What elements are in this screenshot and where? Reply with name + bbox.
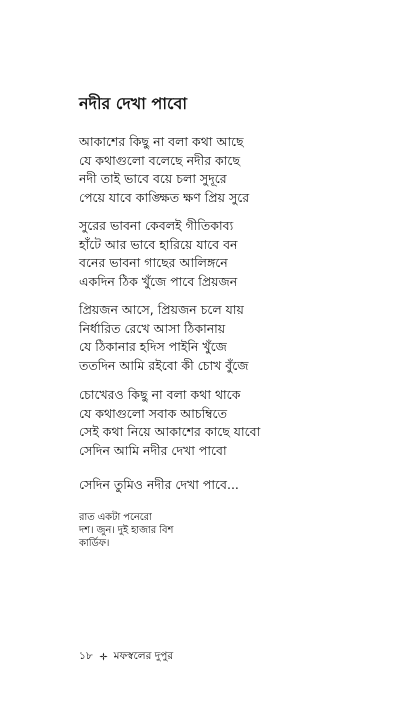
poem-line: ততদিন আমি রইবো কী চোখ বুঁজে — [79, 357, 249, 373]
poem-line: যে ঠিকানার হদিস পাইনি খুঁজে — [79, 339, 227, 355]
poem-line: আকাশের কিছু না বলা কথা আছে — [79, 134, 244, 149]
stanza-4 — [79, 386, 379, 460]
stanza-1 — [79, 133, 379, 207]
poem-line: একদিন ঠিক খুঁজে পাবে প্রিয়জন — [79, 273, 238, 289]
poem-line: বনের ভাবনা গাছের আলিঙ্গনে — [79, 255, 228, 271]
poem-line: পেয়ে যাবে কাঙ্ক্ষিত ক্ষণ প্রিয় সুরে — [79, 189, 250, 205]
poem-line: যে কথাগুলো বলেছে নদীর কাছে — [79, 152, 241, 168]
poem-line: নির্ধারিত রেখে আসা ঠিকানায় — [79, 320, 226, 336]
poem-line: যে কথাগুলো সবাক আচম্বিতে — [79, 405, 227, 421]
stanza-2 — [79, 217, 379, 291]
four-petal-ornament-icon — [99, 652, 108, 661]
poem-line: সেদিন আমি নদীর দেখা পাবো — [79, 442, 227, 458]
poem-line: সেই কথা নিয়ে আকাশের কাছে যাবো — [79, 424, 261, 440]
page-number: ১৮ — [79, 650, 93, 662]
poem-line: প্রিয়জন আসে, প্রিয়জন চলে যায় — [79, 302, 244, 317]
poem-line: সুরের ভাবনা কেবলই গীতিকাব্য — [79, 218, 234, 233]
page-footer — [79, 649, 173, 663]
poem-line: নদী তাই ভাবে বয়ে চলা সুদূরে — [79, 171, 227, 187]
poem-title: নদীর দেখা পাবো — [79, 94, 187, 113]
stanza-3 — [79, 301, 379, 375]
poem-line: হাঁটে আর ভাবে হারিয়ে যাবে বন — [79, 236, 238, 252]
meta-line: কার্ডিফ। — [79, 538, 110, 549]
poem-line: চোখেরও কিছু না বলা কথা থাকে — [79, 387, 241, 402]
poem-date-place — [79, 511, 359, 550]
meta-line: দশ। জুন। দুই হাজার বিশ — [79, 525, 174, 536]
book-title: মফস্বলের দুপুর — [113, 650, 174, 662]
closing-line: সেদিন তুমিও নদীর দেখা পাবে... — [79, 477, 239, 492]
meta-line: রাত একটা পনেরো — [79, 512, 152, 523]
